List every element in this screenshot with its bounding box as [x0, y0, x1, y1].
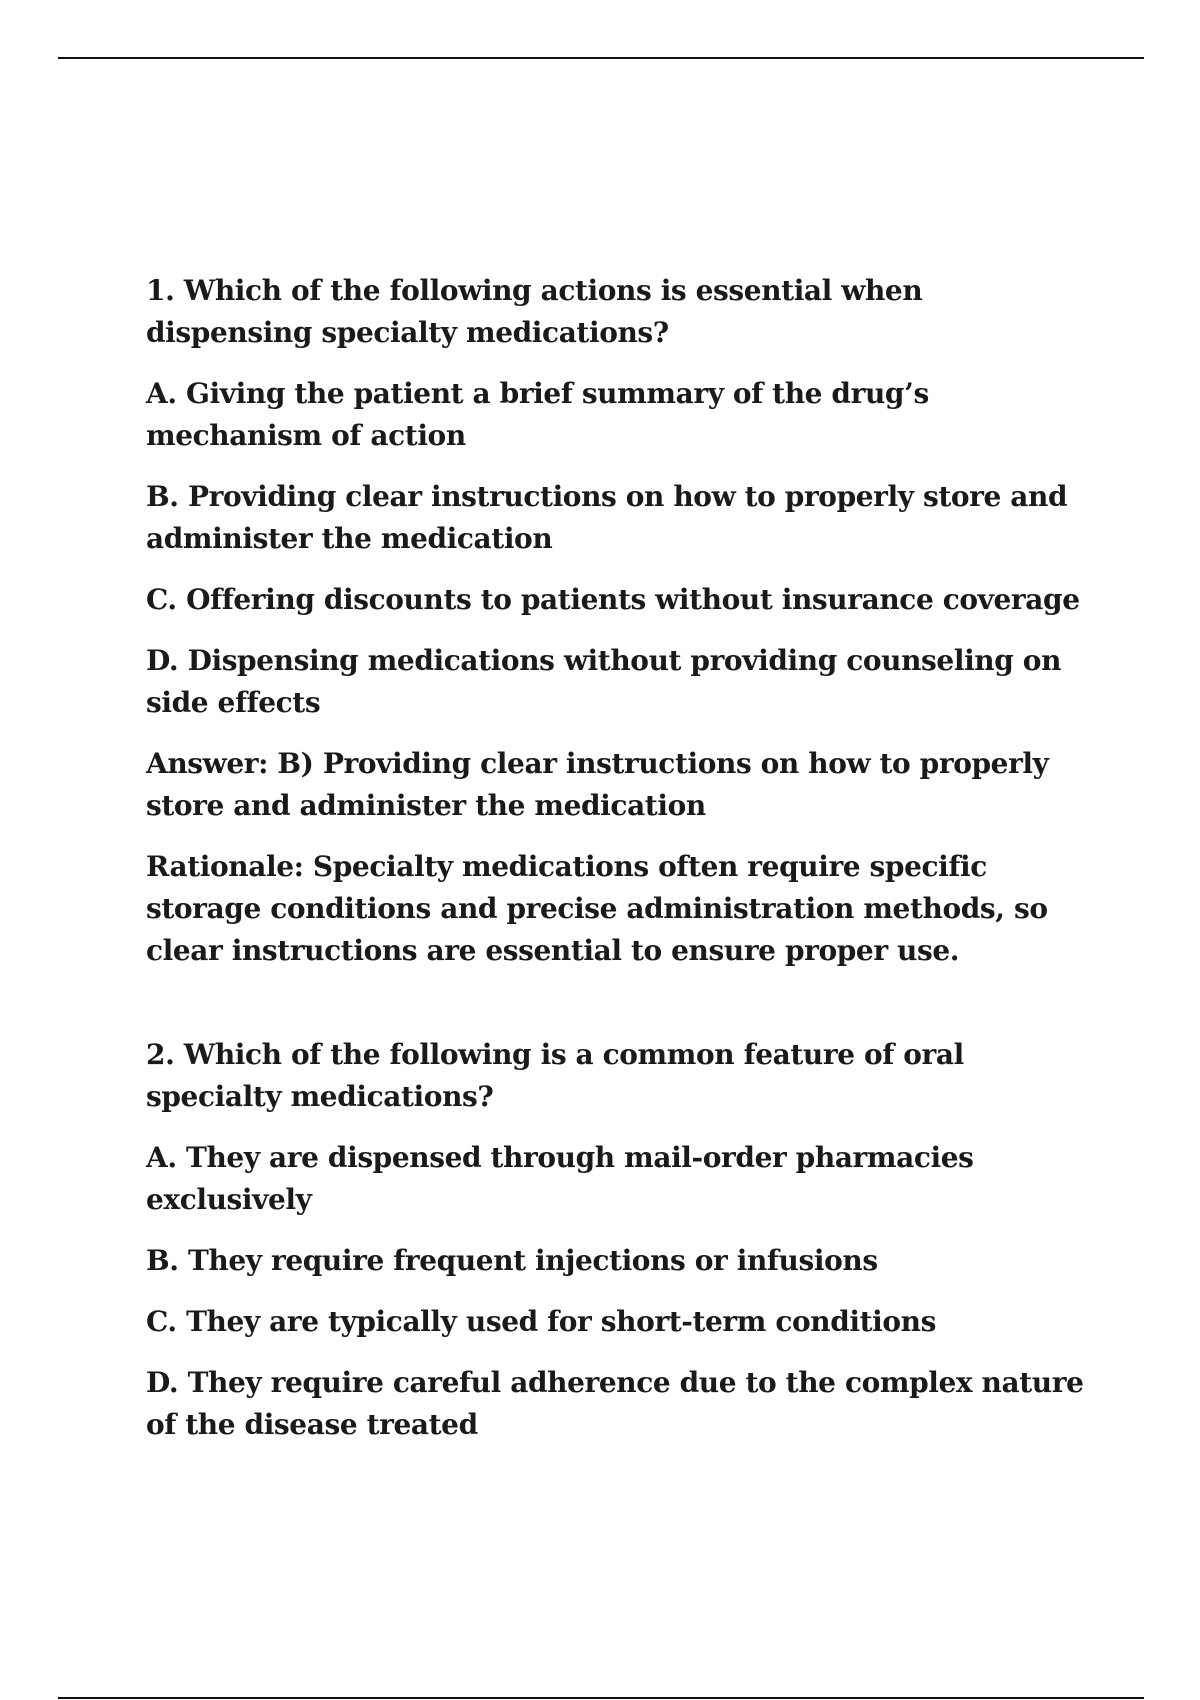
question-2 — [146, 1034, 1086, 1446]
question-2-option-b: B. They require frequent injections or infusions — [146, 1244, 878, 1277]
document-body — [146, 270, 1086, 1465]
question-1-rationale: Rationale: Specialty medications often require specific storage conditions and precise administration methods, so clear instructions are essential to ensure proper use. — [146, 850, 1048, 967]
question-2-option-c: C. They are typically used for short-term conditions — [146, 1305, 936, 1338]
question-1-option-c: C. Offering discounts to patients without insurance coverage — [146, 583, 1080, 616]
question-2-stem: 2. Which of the following is a common feature of oral specialty medications? — [146, 1038, 964, 1113]
question-1 — [146, 270, 1086, 972]
top-rule — [58, 57, 1144, 59]
question-1-answer: Answer: B) Providing clear instructions on how to properly store and administer the medication — [146, 747, 1049, 822]
question-2-option-a: A. They are dispensed through mail-order pharmacies exclusively — [146, 1141, 974, 1216]
question-1-option-a: A. Giving the patient a brief summary of the drug’s mechanism of action — [146, 377, 929, 452]
question-1-option-b: B. Providing clear instructions on how to properly store and administer the medication — [146, 480, 1068, 555]
question-1-stem: 1. Which of the following actions is essential when dispensing specialty medications? — [146, 274, 923, 349]
question-1-option-d: D. Dispensing medications without providing counseling on side effects — [146, 644, 1062, 719]
question-2-option-d: D. They require careful adherence due to the complex nature of the disease treated — [146, 1366, 1084, 1441]
bottom-rule — [58, 1697, 1144, 1699]
